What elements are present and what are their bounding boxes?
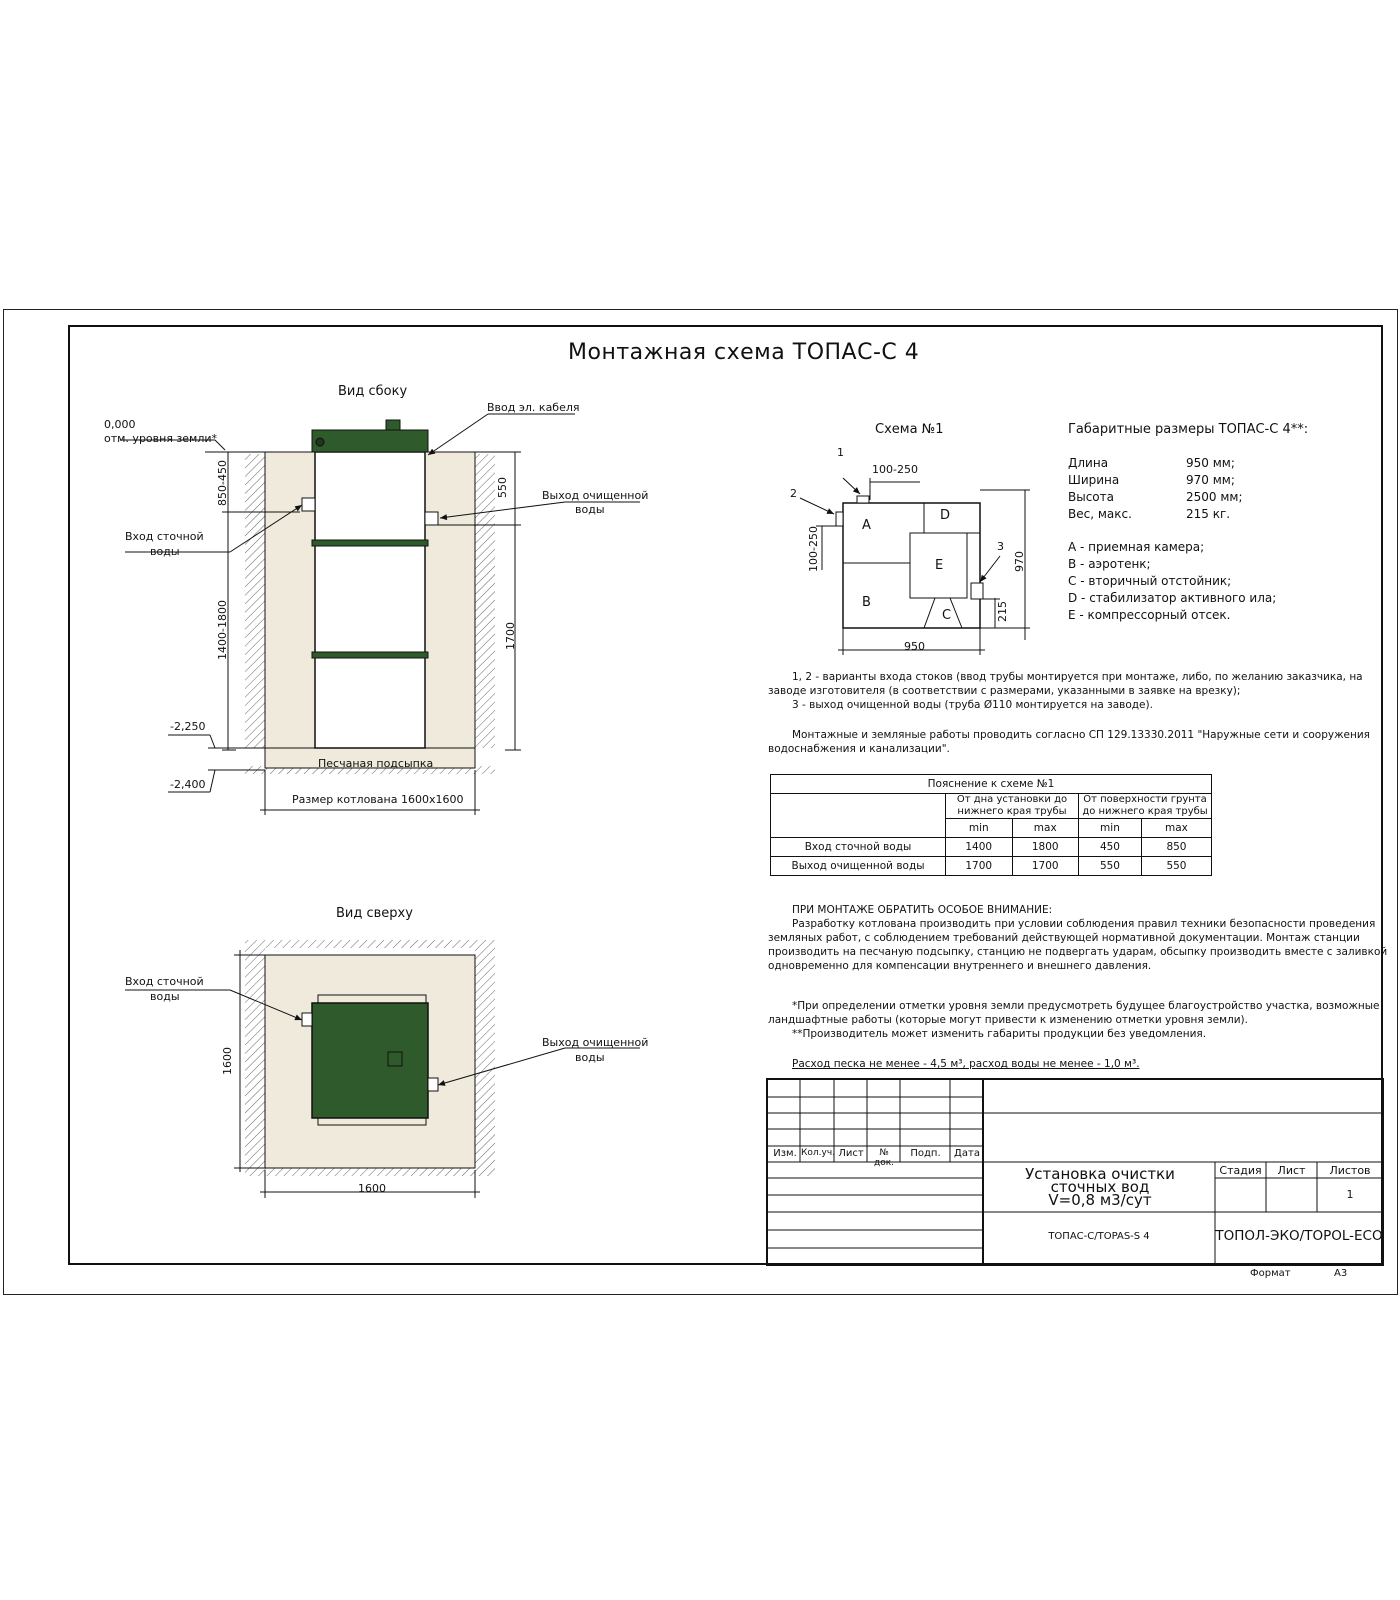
scheme-pipe-3 — [971, 583, 983, 599]
dim-550: 550 — [496, 477, 509, 498]
notes-attention — [768, 903, 1387, 973]
col-max: max — [1141, 819, 1211, 838]
product-name — [990, 1165, 1210, 1209]
stamp-header: Лист — [838, 1148, 864, 1159]
top-dim-width: 1600 — [358, 1182, 386, 1195]
soil-hatch-right — [475, 454, 495, 748]
cell-c: C — [942, 608, 952, 623]
table-title: Пояснение к схеме №1 — [771, 775, 1212, 794]
dim-row-label: Высота — [1068, 490, 1114, 504]
level-2250: -2,250 — [170, 720, 206, 733]
legend-item: C - вторичный отстойник; — [1068, 574, 1232, 588]
row-value: 1400 — [946, 838, 1013, 857]
note-line: 1, 2 - варианты входа стоков (ввод трубы монтируется при монтаже, либо, по желанию заказчика, на — [792, 671, 1363, 683]
product-line: Установка очистки — [1025, 1165, 1175, 1183]
note-line: Монтажные и земляные работы проводить согласно СП 129.13330.2011 "Наружные сети и сооружения — [792, 729, 1371, 741]
row-label: Выход очищенной воды — [771, 857, 946, 876]
scheme-dim-top: 100-250 — [872, 463, 918, 476]
top-inlet-label-1: Вход сточной — [125, 975, 204, 988]
tank-body — [315, 452, 425, 748]
row-value: 1800 — [1012, 838, 1079, 857]
cell-d: D — [940, 508, 951, 523]
tank-rib-2 — [312, 652, 428, 658]
note-line: **Производитель может изменить габариты продукции без уведомления. — [792, 1028, 1207, 1040]
dim-row-value: 970 мм; — [1186, 473, 1235, 487]
side-view-heading: Вид сбоку — [338, 384, 408, 399]
row-label: Вход сточной воды — [771, 838, 946, 857]
row-value: 450 — [1079, 838, 1142, 857]
col-group-2: От поверхности грунта до нижнего края трубы — [1079, 794, 1212, 819]
row-value: 550 — [1079, 857, 1142, 876]
stamp-header: Подп. — [910, 1148, 941, 1159]
scheme-dim-side: 100-250 — [807, 526, 820, 572]
dim-row-label: Вес, макс. — [1068, 507, 1132, 521]
sheet-label: Лист — [1277, 1164, 1306, 1177]
row-value: 850 — [1141, 838, 1211, 857]
scheme1-heading: Схема №1 — [875, 422, 944, 437]
cell-a: A — [862, 518, 871, 533]
explanation-table — [770, 774, 1212, 876]
scheme1-drawing — [800, 478, 1030, 655]
dim-row-value: 215 кг. — [1186, 507, 1231, 521]
note-line: 3 - выход очищенной воды (труба Ø110 монтируется на заводе). — [792, 699, 1153, 711]
cell-b: B — [862, 595, 871, 610]
callout-1: 1 — [837, 446, 844, 459]
top-view-heading: Вид сверху — [336, 906, 413, 921]
legend-item: B - аэротенк; — [1068, 557, 1151, 571]
row-value: 1700 — [946, 857, 1013, 876]
scheme-dim-215: 215 — [996, 601, 1009, 622]
product-line: V=0,8 м3/сут — [1048, 1191, 1152, 1209]
ground-level-value: 0,000 — [104, 418, 136, 431]
note-line: ландшафтные работы (которые могут привести к изменению отметки уровня земли). — [768, 1014, 1248, 1026]
row-value: 550 — [1141, 857, 1211, 876]
note-line: земляных работ, с соблюдением требований действующей нормативной документации. Монтаж станции — [768, 932, 1360, 944]
scheme-dim-950: 950 — [904, 640, 925, 653]
dim-row-value: 2500 мм; — [1186, 490, 1243, 504]
lid-handle — [386, 420, 400, 430]
col-group-1: От дна установки до нижнего края трубы — [946, 794, 1079, 819]
side-inlet-pipe — [302, 498, 315, 511]
stamp-header: № док. — [873, 1148, 895, 1168]
consumption-note: Расход песка не менее - 4,5 м³, расход воды не менее - 1,0 м³. — [792, 1058, 1140, 1070]
side-view-drawing — [120, 414, 640, 815]
table-row — [771, 838, 1212, 857]
table-row — [771, 857, 1212, 876]
pit-size-label: Размер котлована 1600х1600 — [292, 793, 464, 806]
legend-item: D - стабилизатор активного ила; — [1068, 591, 1277, 605]
note-line: Разработку котлована производить при условии соблюдения правил техники безопасности проведения — [792, 918, 1376, 930]
product-line: сточных вод — [1050, 1178, 1150, 1196]
top-tank — [312, 1003, 428, 1118]
notes-footnotes — [768, 999, 1380, 1041]
dim-row-value: 950 мм; — [1186, 456, 1235, 470]
scheme-dim-970: 970 — [1013, 551, 1026, 572]
notes-pipes — [768, 670, 1363, 712]
side-outlet-pipe — [425, 512, 438, 525]
side-outlet-label-1: Выход очищенной — [542, 489, 649, 502]
note-line: *При определении отметки уровня земли предусмотреть будущее благоустройство участка, возможные — [792, 1000, 1380, 1012]
tank-rib-1 — [312, 540, 428, 546]
model-name: ТОПАС-С/TOPAS-S 4 — [1048, 1231, 1150, 1242]
top-outlet-label-2: воды — [575, 1051, 605, 1064]
stamp-header: Изм. — [773, 1148, 797, 1159]
cable-label: Ввод эл. кабеля — [487, 401, 580, 414]
callout-3: 3 — [997, 540, 1004, 553]
callout-2: 2 — [790, 487, 797, 500]
sheets-value: 1 — [1346, 1188, 1354, 1201]
side-inlet-label-1: Вход сточной — [125, 530, 204, 543]
top-outlet-pipe — [428, 1078, 438, 1091]
tank-lid — [312, 430, 428, 452]
sheets-label: Листов — [1329, 1164, 1371, 1177]
dim-850-450: 850-450 — [216, 460, 229, 506]
lid-lock — [316, 438, 324, 446]
scheme-pipe-2 — [836, 512, 843, 526]
dimensions-heading: Габаритные размеры ТОПАС-С 4**: — [1068, 422, 1309, 437]
page-title: Монтажная схема ТОПАС-С 4 — [568, 340, 920, 365]
stage-label: Стадия — [1219, 1164, 1262, 1177]
soil-hatch-left — [245, 454, 265, 748]
col-min: min — [946, 819, 1013, 838]
level-2400: -2,400 — [170, 778, 206, 791]
format-value: А3 — [1334, 1268, 1348, 1279]
legend-item: A - приемная камера; — [1068, 540, 1205, 554]
sand-label: Песчаная подсыпка — [318, 757, 434, 770]
top-inlet-pipe — [302, 1013, 312, 1026]
side-inlet-label-2: воды — [150, 545, 180, 558]
dim-1400-1800: 1400-1800 — [216, 600, 229, 660]
top-inlet-label-2: воды — [150, 990, 180, 1003]
format-label: Формат — [1250, 1268, 1291, 1279]
company-name: ТОПОЛ-ЭКО/TOPOL-ECO — [1215, 1228, 1383, 1244]
stamp-header: Дата — [954, 1148, 980, 1159]
ground-level-label: отм. уровня земли* — [104, 432, 218, 445]
legend-item: E - компрессорный отсек. — [1068, 608, 1231, 622]
dim-row-label: Ширина — [1068, 473, 1120, 487]
side-outlet-label-2: воды — [575, 503, 605, 516]
top-outlet-label-1: Выход очищенной — [542, 1036, 649, 1049]
note-line: водоснабжения и канализации". — [768, 743, 950, 755]
col-min: min — [1079, 819, 1142, 838]
note-line: заводе изготовителя (в соответствии с размерами, указанными в заявке на врезку); — [768, 685, 1241, 697]
notes-standard — [768, 728, 1370, 756]
col-max: max — [1012, 819, 1079, 838]
stamp-header: Кол.уч. — [801, 1148, 836, 1158]
attention-heading: ПРИ МОНТАЖЕ ОБРАТИТЬ ОСОБОЕ ВНИМАНИЕ: — [792, 904, 1053, 916]
note-line: одновременно для компенсации внутреннего и внешнего давления. — [768, 960, 1152, 972]
top-dim-height: 1600 — [221, 1047, 234, 1075]
scheme-pipe-1 — [857, 496, 869, 503]
note-line: производить на песчаную подсыпку, станцию не подвергать ударам, обсыпку производить вместе с заливкой — [768, 946, 1388, 958]
cell-e: E — [935, 558, 944, 573]
dim-1700: 1700 — [504, 622, 517, 650]
dim-row-label: Длина — [1068, 456, 1109, 470]
row-value: 1700 — [1012, 857, 1079, 876]
